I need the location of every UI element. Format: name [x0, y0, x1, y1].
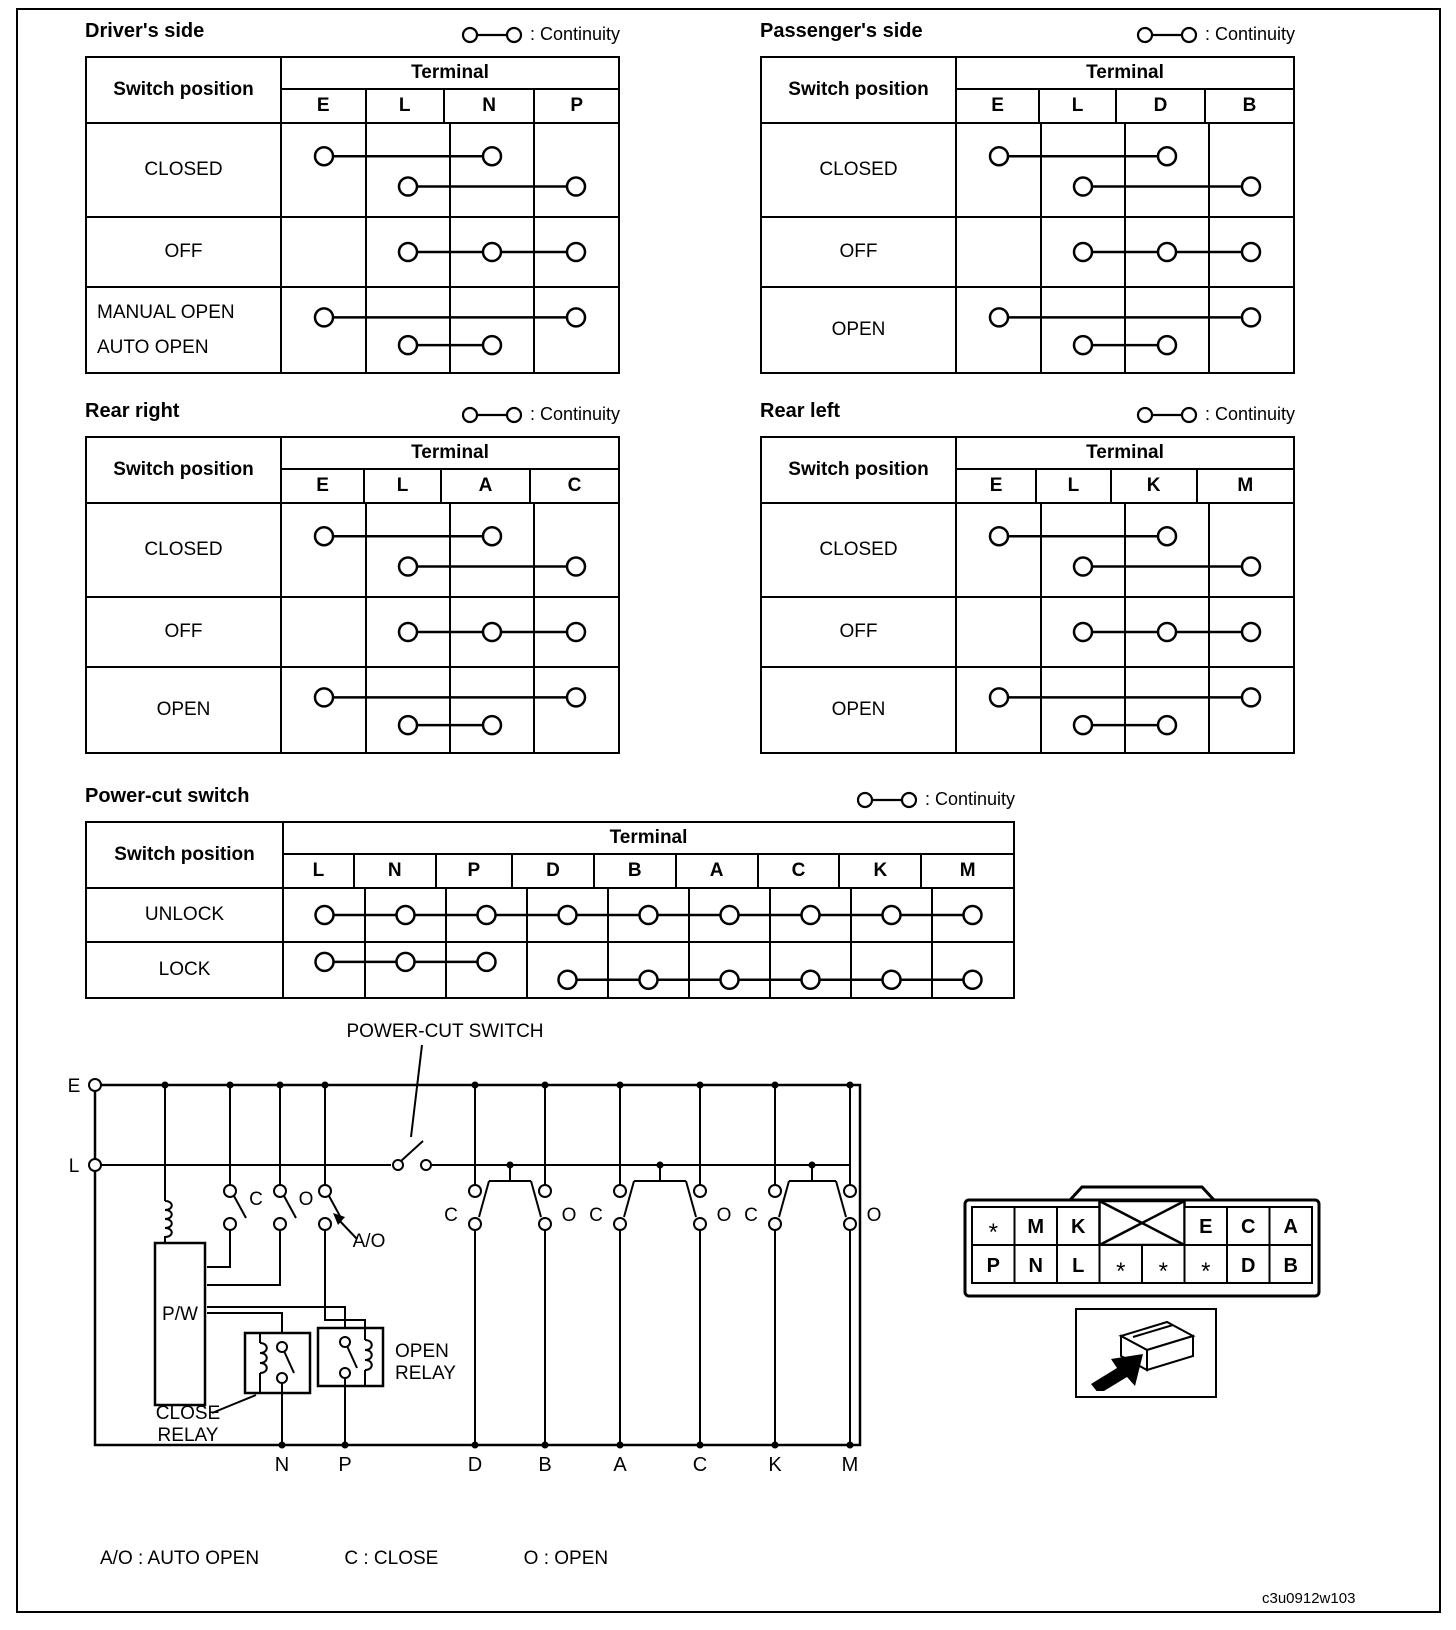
terminal-b: B [538, 1454, 552, 1476]
switch-position-header: Switch position [761, 57, 956, 123]
terminal-column-d: D [512, 854, 594, 888]
rear-left-section [760, 400, 1295, 754]
terminal-column-a: A [676, 854, 758, 888]
pw-label: P/W [162, 1304, 198, 1325]
terminal-column-n: N [354, 854, 436, 888]
terminal-column-m: M [1197, 469, 1294, 503]
open-contact-label: O [298, 1189, 314, 1210]
e-rail [68, 1076, 860, 1445]
continuity-grid [85, 56, 620, 374]
continuity-symbols [282, 124, 618, 216]
switch-position-header: Switch position [86, 437, 281, 503]
power-cut-switch-label: POWER-CUT SWITCH [346, 1021, 544, 1042]
close-relay-label-line2: RELAY [157, 1425, 219, 1446]
terminal-c: C [692, 1454, 708, 1476]
connector-pin-label: * [1158, 1258, 1168, 1285]
open-contact-label: O [716, 1205, 732, 1226]
terminal-column-e: E [956, 89, 1039, 123]
switch-position-off: OFF [86, 217, 281, 287]
pointer-arrow-icon [1091, 1354, 1143, 1391]
table-row [761, 597, 1294, 667]
connector-pin-label: * [1116, 1258, 1126, 1285]
switch-position-open: OPEN [86, 667, 281, 753]
continuity-cell [281, 123, 619, 217]
passengers-side-table [760, 56, 1295, 374]
table-row [86, 888, 1014, 942]
continuity-cell [956, 123, 1294, 217]
table-title: Passenger's side [760, 20, 923, 42]
table-row [86, 123, 619, 217]
switch-position-lock: LOCK [86, 942, 283, 998]
connector-pinout [962, 1183, 1322, 1301]
terminal-column-l: L [1039, 89, 1116, 123]
continuity-symbols [282, 504, 618, 596]
table-row [761, 667, 1294, 753]
close-contact-label: C [589, 1205, 603, 1226]
continuity-symbols [284, 943, 1013, 997]
terminal-column-b: B [1205, 89, 1294, 123]
terminal-column-e: E [956, 469, 1036, 503]
connector-pin-label: * [1201, 1258, 1211, 1285]
continuity-legend [460, 404, 620, 425]
terminal-n: N [274, 1454, 290, 1476]
terminal-column-l: L [366, 89, 444, 123]
switch-position-header: Switch position [761, 437, 956, 503]
continuity-text: : Continuity [529, 24, 620, 44]
continuity-text: : Continuity [924, 789, 1015, 809]
open-relay-label-line2: RELAY [395, 1363, 456, 1384]
switch-position-header: Switch position [86, 822, 283, 888]
continuity-symbols [284, 889, 1013, 941]
continuity-cell [283, 942, 1014, 998]
abbreviation-legend [100, 1548, 688, 1570]
continuity-symbols [957, 288, 1293, 372]
terminal-column-p: P [436, 854, 512, 888]
continuity-symbols [282, 218, 618, 286]
terminal-column-d: D [1116, 89, 1205, 123]
terminal-a: A [613, 1454, 627, 1476]
rail-label-e: E [67, 1076, 81, 1097]
continuity-legend [460, 24, 620, 45]
table-row [761, 287, 1294, 373]
connector-pin-label: P [986, 1255, 1000, 1277]
close-contact-label: C [444, 1205, 458, 1226]
connector-pin-label: M [1027, 1216, 1045, 1238]
continuity-symbol-icon [1135, 25, 1199, 45]
table-title: Power-cut switch [85, 785, 250, 807]
table-row [86, 287, 619, 373]
connector-pin-label: K [1071, 1216, 1086, 1238]
terminal-column-p: P [534, 89, 619, 123]
terminal-p: P [338, 1454, 352, 1476]
terminal-column-c: C [530, 469, 619, 503]
drivers-side-table [85, 56, 620, 374]
open-relay-label-line1: OPEN [395, 1341, 449, 1362]
terminal-column-c: C [758, 854, 840, 888]
auto-open-label: A/O [352, 1231, 386, 1252]
continuity-symbols [957, 668, 1293, 752]
continuity-symbols [957, 504, 1293, 596]
continuity-cell [281, 217, 619, 287]
passengers-side-section [760, 20, 1295, 374]
rail-label-l: L [68, 1156, 80, 1177]
terminal-column-k: K [1111, 469, 1197, 503]
connector-icon [1077, 1310, 1210, 1391]
connector-pin-label: A [1283, 1216, 1298, 1238]
rear-right-section [85, 400, 620, 754]
continuity-cell [281, 597, 619, 667]
table-title: Rear left [760, 400, 841, 422]
switch-position-open: OPEN [761, 667, 956, 753]
switch-position-off: OFF [761, 217, 956, 287]
close-contact-label: C [744, 1205, 758, 1226]
terminal-k: K [768, 1454, 782, 1476]
switch-position-closed: CLOSED [86, 123, 281, 217]
switch-position-off: OFF [761, 597, 956, 667]
continuity-symbols [282, 668, 618, 752]
switch-position-off: OFF [86, 597, 281, 667]
wiring-diagram [60, 1015, 940, 1535]
continuity-cell [956, 597, 1294, 667]
connector-pin-label: B [1283, 1255, 1298, 1277]
switch-position-manual-open-auto-open: MANUAL OPEN AUTO OPEN [86, 287, 281, 373]
switch-position-closed: CLOSED [86, 503, 281, 597]
terminal-column-b: B [594, 854, 676, 888]
terminal-column-l: L [364, 469, 441, 503]
power-cut-switch-table [85, 821, 1015, 999]
connector-pin-label: L [1072, 1255, 1085, 1277]
continuity-symbol-icon [460, 25, 524, 45]
terminal-column-e: E [281, 469, 364, 503]
table-row [86, 597, 619, 667]
continuity-cell [956, 667, 1294, 753]
open-contact-label: O [561, 1205, 577, 1226]
power-cut-switch-section [85, 785, 1015, 999]
continuity-text: : Continuity [1204, 404, 1295, 424]
connector-pin-label: E [1199, 1216, 1213, 1238]
switch-position-closed: CLOSED [761, 503, 956, 597]
connector-pin-label: D [1241, 1255, 1256, 1277]
terminal-d: D [467, 1454, 483, 1476]
table-row [761, 217, 1294, 287]
continuity-symbols [957, 218, 1293, 286]
connector-pin-label: N [1028, 1255, 1043, 1277]
connector-location-box [1075, 1308, 1217, 1398]
legend-open: O : OPEN [523, 1548, 609, 1569]
connector-pin-label: C [1241, 1216, 1256, 1238]
continuity-legend [855, 789, 1015, 810]
continuity-legend [1135, 24, 1295, 45]
continuity-grid [85, 436, 620, 754]
figure-code: c3u0912w103 [1262, 1590, 1356, 1607]
terminal-header: Terminal [283, 822, 1014, 854]
terminal-column-e: E [281, 89, 366, 123]
continuity-symbol-icon [460, 405, 524, 425]
continuity-symbols [282, 598, 618, 666]
l-rail [69, 1156, 850, 1177]
table-title: Rear right [85, 400, 180, 422]
continuity-cell [281, 287, 619, 373]
legend-close: C : CLOSE [344, 1548, 439, 1569]
continuity-symbols [957, 124, 1293, 216]
continuity-cell [281, 503, 619, 597]
continuity-cell [956, 217, 1294, 287]
continuity-cell [956, 503, 1294, 597]
terminal-header: Terminal [956, 57, 1294, 89]
continuity-grid [85, 821, 1015, 999]
table-row [86, 217, 619, 287]
continuity-symbol-icon [855, 790, 919, 810]
terminal-column-k: K [839, 854, 921, 888]
table-row [761, 123, 1294, 217]
rear-left-table [760, 436, 1295, 754]
continuity-symbols [957, 598, 1293, 666]
continuity-cell [283, 888, 1014, 942]
continuity-text: : Continuity [1204, 24, 1295, 44]
continuity-symbols [282, 288, 618, 372]
drivers-side-section [85, 20, 620, 374]
terminal-header: Terminal [281, 57, 619, 89]
terminal-header: Terminal [281, 437, 619, 469]
continuity-symbol-icon [1135, 405, 1199, 425]
terminal-column-m: M [921, 854, 1014, 888]
table-row [86, 503, 619, 597]
continuity-cell [956, 287, 1294, 373]
terminal-column-l: L [1036, 469, 1110, 503]
terminal-column-a: A [441, 469, 530, 503]
open-contact-label: O [866, 1205, 882, 1226]
continuity-grid [760, 56, 1295, 374]
rear-right-table [85, 436, 620, 754]
close-relay-label-line1: CLOSE [155, 1403, 221, 1424]
power-cut-switch-symbol [346, 1021, 543, 1170]
legend-auto-open: A/O : AUTO OPEN [100, 1548, 260, 1569]
terminal-column-n: N [444, 89, 535, 123]
switch-position-open: OPEN [761, 287, 956, 373]
close-contact-label: C [249, 1189, 263, 1210]
close-relay [156, 1313, 310, 1449]
connector-pin-label: * [988, 1219, 998, 1246]
terminal-m: M [841, 1454, 859, 1476]
rear-right-switch-group [589, 1082, 731, 1449]
switch-position-header: Switch position [86, 57, 281, 123]
table-row [86, 667, 619, 753]
continuity-cell [281, 667, 619, 753]
terminal-header: Terminal [956, 437, 1294, 469]
switch-position-unlock: UNLOCK [86, 888, 283, 942]
table-row [761, 503, 1294, 597]
terminal-column-l: L [283, 854, 354, 888]
table-title: Driver's side [85, 20, 205, 42]
switch-position-closed: CLOSED [761, 123, 956, 217]
continuity-text: : Continuity [529, 404, 620, 424]
passenger-switch-group [444, 1082, 576, 1449]
continuity-legend [1135, 404, 1295, 425]
continuity-grid [760, 436, 1295, 754]
table-row [86, 942, 1014, 998]
terminal-labels [275, 1454, 859, 1476]
